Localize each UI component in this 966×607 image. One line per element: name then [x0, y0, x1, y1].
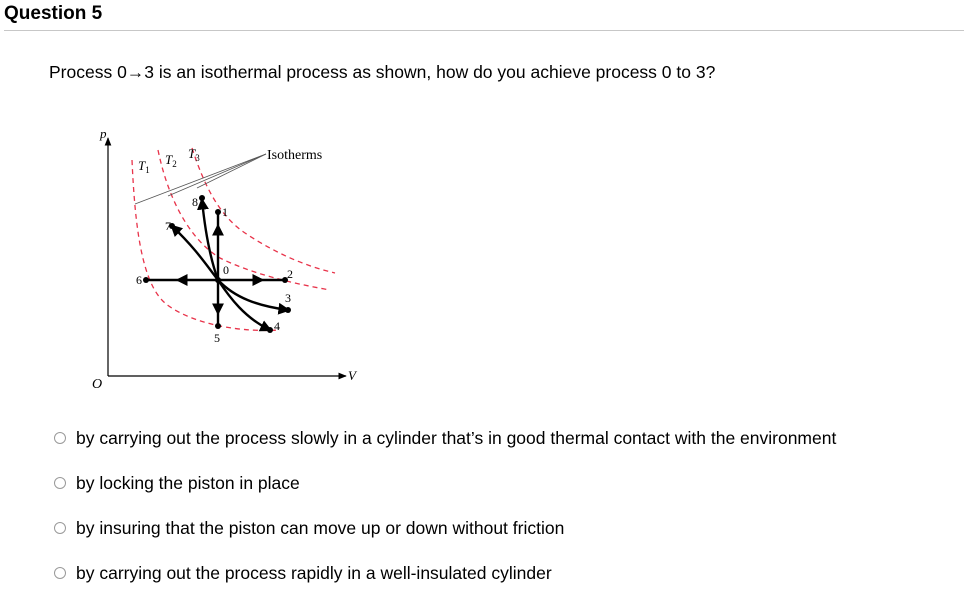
x-axis-label: V	[348, 368, 356, 383]
point-label-6: 6	[136, 273, 142, 287]
answer-label: by carrying out the process slowly in a cylinder that’s in good thermal contact with the environment	[76, 428, 837, 448]
temp-label-t3: $T_3$	[188, 146, 200, 163]
answer-option-3[interactable]	[54, 517, 966, 562]
point-6	[143, 277, 149, 283]
point-3	[285, 307, 291, 313]
temp-label-t1: $T_1$	[138, 158, 150, 175]
radio-button[interactable]	[54, 477, 66, 489]
point-label-8: 8	[192, 195, 198, 209]
point-0	[215, 277, 221, 283]
point-label-7: 7	[165, 219, 171, 233]
y-axis-label: p	[100, 126, 107, 141]
answer-option-4[interactable]	[54, 562, 966, 607]
question-prompt: Process 0→3 is an isothermal process as shown, how do you achieve process 0 to 3?	[49, 62, 716, 82]
isotherm-t2	[158, 150, 330, 290]
question-header	[4, 0, 964, 31]
answer-option-2[interactable]	[54, 472, 966, 517]
temp-label-t2: $T_2$	[165, 152, 177, 169]
point-1	[215, 209, 221, 215]
answer-label: by locking the piston in place	[76, 473, 300, 493]
question-title: Question 5	[4, 3, 103, 24]
point-label-5: 5	[214, 331, 220, 345]
point-label-4: 4	[274, 319, 280, 333]
answer-option-1[interactable]	[54, 427, 966, 472]
callout-line-3	[197, 154, 266, 188]
point-label-1: 1	[222, 205, 228, 219]
isotherms-label: Isotherms	[267, 148, 323, 163]
point-8	[199, 195, 205, 201]
origin-label: O	[92, 377, 103, 392]
point-label-3: 3	[285, 291, 291, 305]
radio-button[interactable]	[54, 432, 66, 444]
radio-button[interactable]	[54, 567, 66, 579]
radio-button[interactable]	[54, 522, 66, 534]
point-4	[267, 327, 273, 333]
pv-diagram	[80, 118, 380, 394]
answer-label: by insuring that the piston can move up or down without friction	[76, 518, 565, 538]
point-5	[215, 323, 221, 329]
answer-label: by carrying out the process rapidly in a well-insulated cylinder	[76, 563, 552, 583]
point-label-2: 2	[287, 267, 293, 281]
point-label-0: 0	[223, 263, 229, 277]
callout-line-2	[168, 154, 266, 196]
answer-options	[54, 427, 966, 607]
